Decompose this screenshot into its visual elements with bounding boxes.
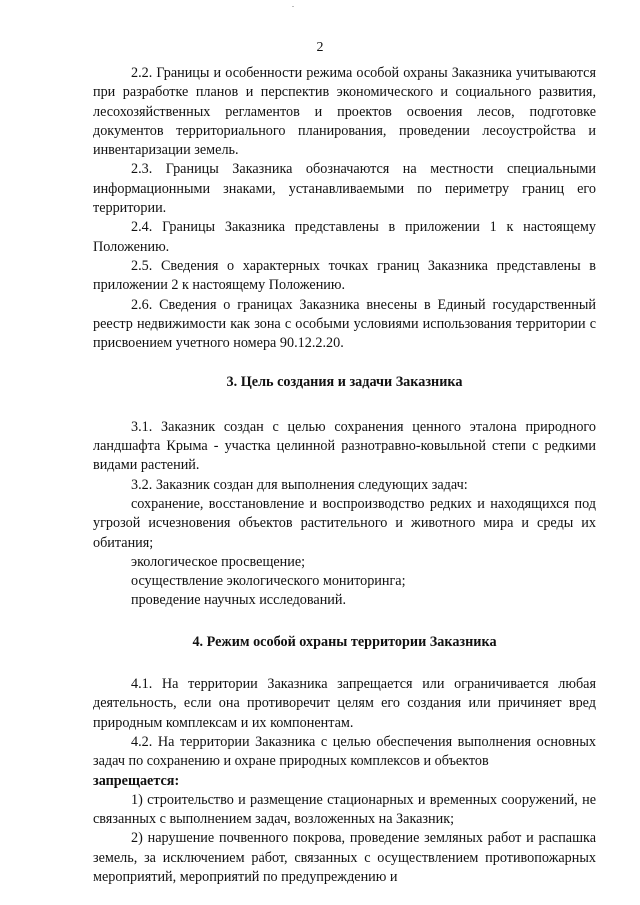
paragraph-2-4: 2.4. Границы Заказника представлены в приложении 1 к настоящему Положению. xyxy=(93,219,596,255)
scan-speck xyxy=(292,6,294,7)
paragraph-4-1: 4.1. На территории Заказника запрещается или ограничивается любая деятельность, если она противоречит целям его создания или причиняет вред природным комплексам и их компонентам. xyxy=(93,676,596,731)
task-item: проведение научных исследований. xyxy=(131,592,347,609)
document-body xyxy=(93,64,596,887)
prohibited-label: запрещается: xyxy=(93,772,180,789)
task-item: сохранение, восстановление и воспроизводство редких и находящихся под угрозой исчезновения объектов растительного и животного мира и среды их обитания; xyxy=(93,495,596,551)
spacer xyxy=(93,652,596,675)
paragraph-2-5: 2.5. Сведения о характерных точках границ Заказника представлены в приложении 2 к настоящему Положению. xyxy=(93,257,596,294)
paragraph-2-2: 2.2. Границы и особенности режима особой охраны Заказника учитываются при разработке планов и перспектив экономического и социального развития, лесохозяйственных регламентов и проектов освоения лесов, подготовке документов территориального планирования, проведении лесоустройства и инвентаризации земель. xyxy=(93,65,596,159)
paragraph-4-2-text: 4.2. На территории Заказника с целью обеспечения выполнения основных задач по сохранению и охране природных комплексов и объектов xyxy=(93,733,596,770)
spacer xyxy=(93,353,596,373)
spacer xyxy=(93,393,596,418)
task-item: экологическое просвещение; xyxy=(131,553,306,570)
paragraph-4-2 xyxy=(93,733,596,791)
paragraph-2-3: 2.3. Границы Заказника обозначаются на местности специальными информационными знаками, устанавливаемыми по периметру границ его территории. xyxy=(93,161,596,217)
page-number: 2 xyxy=(316,40,324,55)
prohibition-item-2: 2) нарушение почвенного покрова, проведение земляных работ и распашка земель, за исключением работ, связанных с осуществлением противопожарных мероприятий, мероприятий по предупреждению и xyxy=(93,830,596,885)
paragraph-2-6: 2.6. Сведения о границах Заказника внесены в Единый государственный реестр недвижимости как зона с особыми условиями использования территории с присвоением учетного номера 90.12.2.20. xyxy=(93,296,596,352)
paragraph-3-1: 3.1. Заказник создан с целью сохранения ценного эталона природного ландшафта Крыма - участка целинной разнотравно-ковыльной степи с редкими видами растений. xyxy=(93,418,596,474)
task-item: осуществление экологического мониторинга; xyxy=(131,573,406,590)
section-3-heading: 3. Цель создания и задачи Заказника xyxy=(226,374,463,391)
paragraph-3-2: 3.2. Заказник создан для выполнения следующих задач: xyxy=(131,476,468,493)
prohibition-item-1: 1) строительство и размещение стационарных и временных сооружений, не связанных с выполнением задач, возложенных на Заказник; xyxy=(93,791,596,828)
section-4-heading: 4. Режим особой охраны территории Заказника xyxy=(192,633,497,650)
spacer xyxy=(93,611,596,633)
